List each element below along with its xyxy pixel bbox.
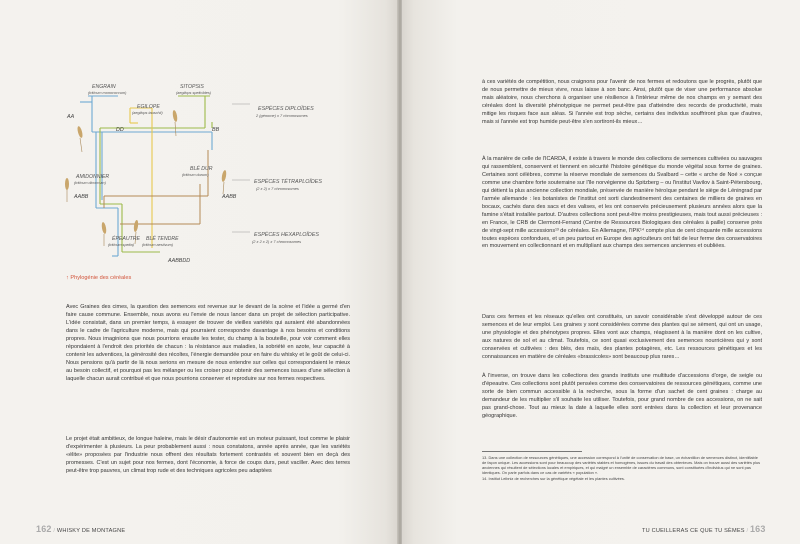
tetraploid-title: ESPÈCES TÉTRAPLOÏDES xyxy=(254,179,323,185)
genome-aabb-right: AABB xyxy=(222,194,237,200)
right-folio: TU CUEILLERAS CE QUE TU SÈMES / 163 xyxy=(642,524,766,534)
footnote-13: 13. Dans une collection de ressources génétiques, une accession correspond à l'unité de conservation de base, un échantillon de semences distinct, identifiable de façon unique. Les accessions sont pour beaucoup des variétés stables et homogènes, issues du travail des obtenteurs. Mais on trouve aussi des variétés plus anciennes qui résultent de sélections locales et empiriques, et qui malgré un ensemble de caractères communs, sont constituées d'individus qui ne sont pas identiques. On parle parfois dans ce cas de variétés « population ». xyxy=(482,455,761,476)
right-page xyxy=(402,0,800,544)
tetraploid-formula: (2 x 2) x 7 chromosomes xyxy=(256,186,299,191)
epeautre-label: ÉPEAUTRE xyxy=(112,236,140,242)
hexaploid-formula: (2 x 2 x 2) x 7 chromosomes xyxy=(252,239,302,244)
right-paragraph-1: à ces variétés de compétition, nous craignons pour l'avenir de nos fermes et redoutons que le progrès, plutôt que de nous permettre de mieux vivre, nous laisse à son banc. Ainsi, plutôt que de viser une performance absolue mais aléatoire, nous cherchons à organiser une résilience à l'intérieur même de nos champs en y semant des céréales dont la diversité phénotypique ne permet peut-être pas d'atteindre des records de productivité, mais mitige les risques face aux aléas. Si l'année est trop sèche, certains des individus souffriront plus que d'autres, mais si l'année est trop humide peut-être s'en sortiront-ils mieux… xyxy=(482,79,762,125)
ploidy-separators xyxy=(232,104,250,232)
ble-tendre-label: BLÉ TENDRE xyxy=(146,236,179,242)
right-paragraph-4: À l'inverse, on trouve dans les collections des grands instituts une multitude d'accessions d'orge, de seigle ou d'épeautre. Ces collections sont plutôt pensées comme des conservatoires de ressources génétiques, comme une sorte de bien commun accessible à la recherche, sous la forme d'un sachet de cent graines : charge au demandeur de les multiplier s'il souhaite les utiliser. Toutefois, pour grand nombre de ces accessions, on ne sait pas grand-chose. Tout au mieux la date à laquelle elles sont entrées dans la collection et leur provenance géographique. xyxy=(482,373,762,419)
ploidy-labels xyxy=(252,105,322,244)
genome-aa: AA xyxy=(67,114,75,120)
wheat-ear-icon xyxy=(77,126,84,152)
page-number: 163 xyxy=(749,524,766,534)
footnote-rule xyxy=(482,451,582,452)
right-paragraph-3: Dans ces fermes et les réseaux qu'elles ont constitués, un savoir considérable s'est développé autour de ces semences et de leur emploi. Les graines y sont considérées comme des plantes qui se sèment, qui ont un usage, une physiologie et des phénotypes propres. Elles vont aux champs, réagissent à la manière dont on les cultive, aux natures de sol et au climat. Toutefois, ce sont quasi exclusivement des semences nourricières qui y sont conservées et cultivées : des blés, des maïs, des plantes potagères, etc. Les ressources génétiques et les connaissances en matière de céréales «brassicoles» sont beaucoup plus rares… xyxy=(482,314,762,360)
wheat-ear-icon xyxy=(65,178,69,202)
egilope-label: EGILOPE xyxy=(137,104,160,110)
amidonnier-label: AMIDONNIER xyxy=(76,174,110,180)
left-paragraph-2: Le projet était ambitieux, de longue haleine, mais le désir d'autonomie est un moteur puissant, tout comme le plaisir d'expérimenter à plusieurs. La peur probablement aussi : nous constatons, année après année, que les variétés «élite» proposées par l'industrie nous offrent des résultats fortement contrastés et souvent bien en deçà des promesses. C'est un sujet pour nos fermes, dont l'économie, à force de coups durs, peut vaciller. Avec des terres peut-être trop pauvres, un climat trop rude et des techniques agricoles peu adaptées xyxy=(66,436,350,474)
figure-caption: ↑ Phylogénie des céréales xyxy=(66,275,132,281)
wheat-ear-icon xyxy=(101,222,107,246)
egilope-latin: (aegilops tauschii) xyxy=(132,111,163,115)
engrain-label: ENGRAIN xyxy=(92,84,116,90)
lineage-cross-lines xyxy=(104,150,208,224)
epeautre-latin: (triticum spelta) xyxy=(108,243,134,247)
page-number: 162 xyxy=(36,524,52,534)
left-paragraph-1: Avec Graines des cimes, la question des semences est revenue sur le devant de la scène et l'idée a germé d'en faire cause commune. Ensemble, nous avons eu l'envie de nous lancer dans un projet de sélection participative. L'idée consistait, dans un premier temps, à essayer de trouver de vieilles variétés qui auraient été abandonnées dans le cadre de l'agriculture moderne, mais qui pourraient correspondre davantage à nos besoins et conditions propres. Nous imaginions que nous pourrions ensuite les tester, du champ à la bouteille, pour voir comment elles répondaient à l'endroit des priorités de chacun : la résistance aux maladies, la sobriété en azote, leur capacité à contenir les adventices, la générosité des récoltes, l'énergie demandée pour en faire du whisky et le goût de celui-ci. Nous pensions qu'à partir de là nous serions en mesure de nous entendre sur celles qui correspondaient le mieux au besoin collectif, et pourquoi pas les mélanger ou les croiser pour obtenir des semences issues d'une sélection à laquelle chacun aurait contribué et que nous pourrions conserver et reproduire sur nos fermes respectives. xyxy=(66,304,350,382)
wheat-ear-icon xyxy=(221,170,227,194)
left-folio: 162 / WHISKY DE MONTAGNE xyxy=(36,524,126,534)
ble-tendre-latin: (triticum aestivum) xyxy=(142,243,174,247)
running-title: WHISKY DE MONTAGNE xyxy=(56,528,126,534)
cereal-phylogeny-diagram xyxy=(0,0,398,270)
footnotes xyxy=(482,455,762,481)
lineage-d-lines xyxy=(130,108,152,248)
diploid-title: ESPÈCES DIPLOÏDES xyxy=(258,106,314,112)
sitopsis-latin: (aegilops speltoïdes) xyxy=(176,91,212,95)
footnote-14: 14. Institut Leibniz de recherches sur la génétique végétale et les plantes cultivées. xyxy=(482,475,625,481)
amidonnier-latin: (triticum dicoccum) xyxy=(74,181,106,185)
genome-dd: DD xyxy=(116,127,124,133)
genome-bb: BB xyxy=(212,127,220,133)
right-paragraph-2: À la manière de celle de l'ICARDA, il existe à travers le monde des collections de semences cultivées ou sauvages qui rassemblent, conservent et tiennent en sécurité l'histoire génétique du monde végétal sous forme de graines. Certaines sont célèbres, comme la réserve mondiale de semences du Svalbard – cette « arche de Noé » conçue comme une chambre forte souterraine sur l'île norvégienne du Spitzberg – ou l'institut Vavilov à Saint-Pétersbourg, qui détient la plus ancienne collection mondiale, préservée de manière héroïque pendant le siège de Léningrad par l'armée allemande : les botanistes de l'institut ont sorti clandestinement des centaines de milliers de graines en bocaux, cachés dans des sacs et des valises, et les ont conservés précieusement plusieurs années alors que la famine s'était installée partout. D'autres collections sont peut-être moins prestigieuses, mais tout aussi précieuses : en France, le CRB de Clermont-Ferrand (Centre de Ressources Biologiques des céréales à paille) conserve près de vingt-sept mille accessions¹³ de céréales. En Allemagne, l'IPK¹⁴ compte plus de cent cinquante mille accessions toutes espèces confondues, et un peu partout en Europe des agriculteurs ont fait de leur ferme des conservatoires en mouvement en collectionnant et en multipliant aux champs des semences anciennes et oubliées. xyxy=(482,156,762,250)
sitopsis-label: SITOPSIS xyxy=(180,84,204,90)
left-page xyxy=(0,0,398,544)
ble-dur-latin: (triticum durum) xyxy=(182,173,209,177)
running-title: TU CUEILLERAS CE QUE TU SÈMES xyxy=(642,528,745,534)
genome-aabbdd: AABBDD xyxy=(168,258,191,264)
ble-dur-label: BLÉ DUR xyxy=(190,166,213,172)
diploid-formula: 2 (génome) x 7 chromosomes xyxy=(256,113,308,118)
engrain-latin: (triticum monococcum) xyxy=(88,91,127,95)
species-labels xyxy=(74,84,213,247)
hexaploid-title: ESPÈCES HEXAPLOÏDES xyxy=(254,232,320,238)
genome-aabb-left: AABB xyxy=(74,194,89,200)
